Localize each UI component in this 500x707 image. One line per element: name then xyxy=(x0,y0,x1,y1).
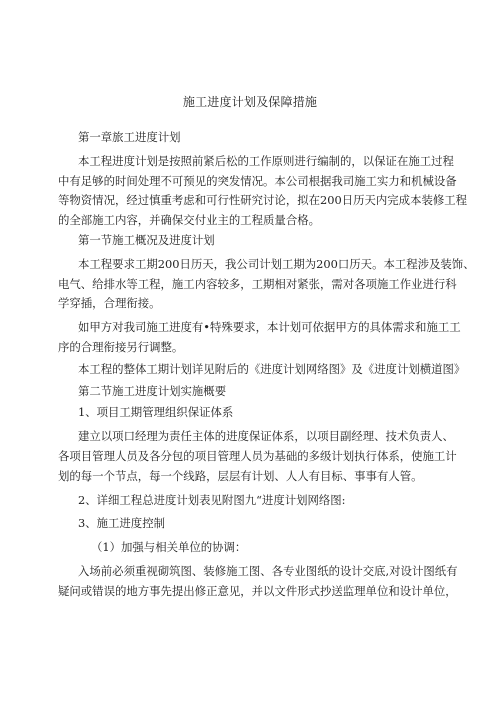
chapter-heading: 第一章旅工进度计划 xyxy=(78,130,181,144)
paragraph-line: 中有足够的时间处理不可预见的突发情况。本公司根据我司施工实力和机械设备 xyxy=(58,173,457,188)
paragraph-line: 序的合理衔接另行调整。 xyxy=(58,339,184,354)
paragraph-line: 各项目管理人员及各分包的项目管理人员为基础的多级计划执行体系，使施工计 xyxy=(58,448,457,463)
paragraph-line: 本工程进度计划是按照前紧后松的工作原则进行编制的，以保证在施工过程 xyxy=(78,153,454,168)
item-heading: 2、详细工程总进度计划表见附图九“进度计划网络图: xyxy=(78,492,346,507)
document-body xyxy=(58,128,475,602)
section-heading: 第一节施工概况及进度计划 xyxy=(78,232,215,247)
item-heading: 1、项目工期管理组织保证体系 xyxy=(78,405,234,420)
paragraph-line: 划的每一个节点，每一个线路，层层有计划、人人有目标、事事有人管。 xyxy=(58,468,423,483)
paragraph-line: 疑问或错误的地方事先提出修正意见，并以文件形式抄送监理单位和设计单位， xyxy=(58,583,457,598)
section-heading: 第二节施工进度计划实施概要 xyxy=(78,383,227,398)
paragraph-line: 本工程要求工期200日历天，我公司计划工期为200口历天。本工程涉及装饰、 xyxy=(78,256,475,271)
paragraph-line: 入场前必须重视砌筑图、装修施工图、各专业图纸的设计交底,对设计图纸有 xyxy=(78,563,458,578)
item-heading: 3、施工进度控制 xyxy=(78,516,165,531)
paragraph-line: 电气、给排水等工程，施工内容较多，工期相对紧张，需对各项施工作业进行科 xyxy=(58,276,457,291)
document-title: 施工进度计划及保障措施 xyxy=(182,95,318,109)
paragraph-line: 如甲方对我司施工进度有•特殊要求，本计划可依据甲方的具体需求和施工工 xyxy=(78,320,461,335)
paragraph-line: 学穿插，合理衔接。 xyxy=(58,296,161,311)
paragraph-line: 的全部施工内容，并确保交付业主的工程质量合格。 xyxy=(58,213,320,228)
paragraph-line: 等物资情况，经过慎重考虑和可行性研究讨论，拟在200日历天内完成本装修工程 xyxy=(58,193,468,208)
paragraph-line: 本工程的整体工期计划详见附后的《进度计划网络图》及《进度计划横道图》 xyxy=(78,361,466,376)
paragraph-line: 建立以项口经理为责任主体的进度保证体系，以项目副经理、技术负责人、 xyxy=(78,429,454,444)
subitem-heading: （1）加强与相关单位的协调： xyxy=(91,540,247,555)
